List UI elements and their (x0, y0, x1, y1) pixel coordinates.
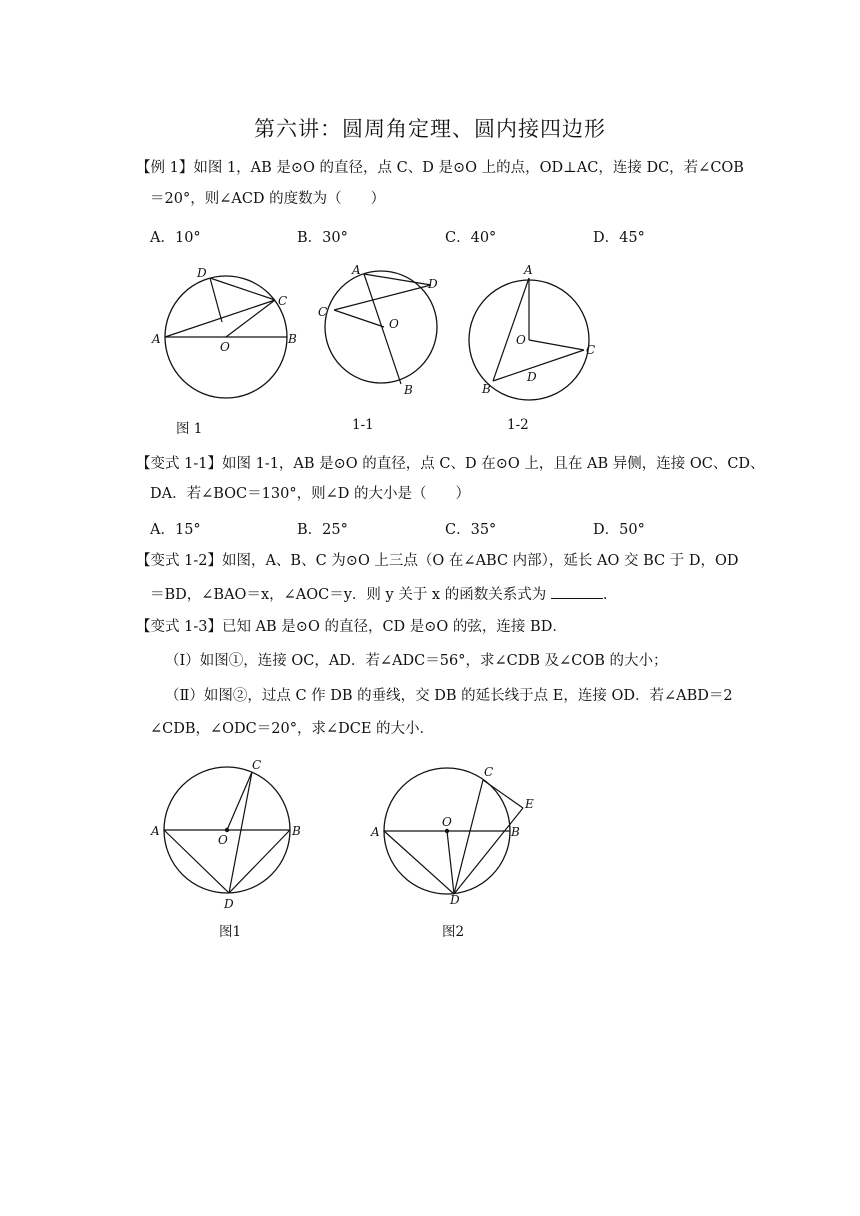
caption-figure-1-2: 1-2 (507, 417, 529, 433)
variant-1-1-line-2: DA．若∠BOC＝130°，则∠D 的大小是（ ） (150, 486, 470, 502)
variant-1-2-line-2-end: ． (602, 587, 618, 603)
fig2b-label-c: C (484, 765, 494, 779)
fig12-label-d: D (527, 370, 537, 384)
fig12-label-o: O (516, 333, 526, 347)
variant-1-1-line-1: 【变式 1-1】如图 1-1，AB 是⊙O 的直径，点 C、D 在⊙O 上，且在 AB 异侧，连接 OC、CD、 (136, 456, 765, 472)
example-1-option-b: B．30° (297, 230, 348, 246)
fig12-label-c: C (586, 343, 596, 357)
fig11-label-a: A (352, 263, 361, 277)
fig1b-label-o: O (218, 833, 228, 847)
fig12-label-b: B (482, 382, 491, 396)
variant-1-2-line-1: 【变式 1-2】如图，A、B、C 为⊙O 上三点（O 在∠ABC 内部），延长 AO 交 BC 于 D，OD (136, 553, 739, 569)
variant-1-2-line-2 (150, 584, 617, 605)
fig1-label-o: O (220, 340, 230, 354)
fig2b-label-a: A (371, 825, 380, 839)
fig2b-label-e: E (525, 797, 534, 811)
figure-1-diagram (146, 258, 306, 408)
fig1b-label-c: C (252, 758, 262, 772)
fig1-label-a: A (152, 332, 161, 346)
fig1b-label-d: D (224, 897, 234, 911)
variant-1-1-option-d: D．50° (593, 522, 645, 538)
figure-1-1-diagram (314, 260, 448, 400)
fig12-label-a: A (524, 263, 533, 277)
variant-1-3-part-1: （Ⅰ）如图①，连接 OC，AD．若∠ADC＝56°，求∠CDB 及∠COB 的大小； (165, 653, 668, 669)
example-1-line-2: ＝20°，则∠ACD 的度数为（ ） (150, 191, 386, 207)
variant-1-3-line-1: 【变式 1-3】已知 AB 是⊙O 的直径，CD 是⊙O 的弦，连接 BD． (136, 619, 567, 635)
fig11-label-o: O (389, 317, 399, 331)
caption-figure-1: 图 1 (176, 421, 203, 437)
fig2b-label-d: D (450, 893, 460, 907)
variant-1-1-option-a: A．15° (150, 522, 201, 538)
fig1-label-b: B (288, 332, 297, 346)
page-title: 第六讲：圆周角定理、圆内接四边形 (254, 117, 606, 141)
fig1b-label-a: A (151, 824, 160, 838)
caption-figure-1-1: 1-1 (352, 417, 374, 433)
example-1-option-a: A．10° (150, 230, 201, 246)
variant-1-1-option-c: C．35° (445, 522, 497, 538)
caption-figure-2b: 图2 (442, 924, 465, 940)
caption-figure-1b: 图1 (219, 924, 242, 940)
variant-1-3-part-2-line-1: （Ⅱ）如图②，过点 C 作 DB 的垂线，交 DB 的延长线于点 E，连接 OD．若∠ABD＝2 (165, 688, 733, 704)
fig11-label-b: B (404, 383, 413, 397)
fig2b-label-o: O (442, 815, 452, 829)
fig1-label-c: C (278, 294, 288, 308)
figure-1-2-diagram (466, 258, 598, 404)
example-1-line-1: 【例 1】如图 1，AB 是⊙O 的直径，点 C、D 是⊙O 上的点，OD⊥AC，连接 DC，若∠COB (136, 160, 744, 176)
fig11-label-d: D (428, 277, 438, 291)
fig1-label-d: D (197, 266, 207, 280)
fig2b-label-b: B (511, 825, 520, 839)
figure-variant-1-3-1-diagram (146, 752, 306, 911)
fig11-label-c: C (318, 305, 328, 319)
answer-blank (551, 584, 603, 599)
variant-1-3-part-2-line-2: ∠CDB，∠ODC＝20°，求∠DCE 的大小． (150, 721, 435, 737)
variant-1-2-line-2-text: ＝BD，∠BAO＝x，∠AOC＝y．则 y 关于 x 的函数关系式为 (150, 587, 547, 603)
example-1-option-d: D．45° (593, 230, 645, 246)
fig1b-label-b: B (292, 824, 301, 838)
variant-1-1-option-b: B．25° (297, 522, 348, 538)
figure-variant-1-3-2-diagram (366, 764, 538, 907)
example-1-option-c: C．40° (445, 230, 497, 246)
